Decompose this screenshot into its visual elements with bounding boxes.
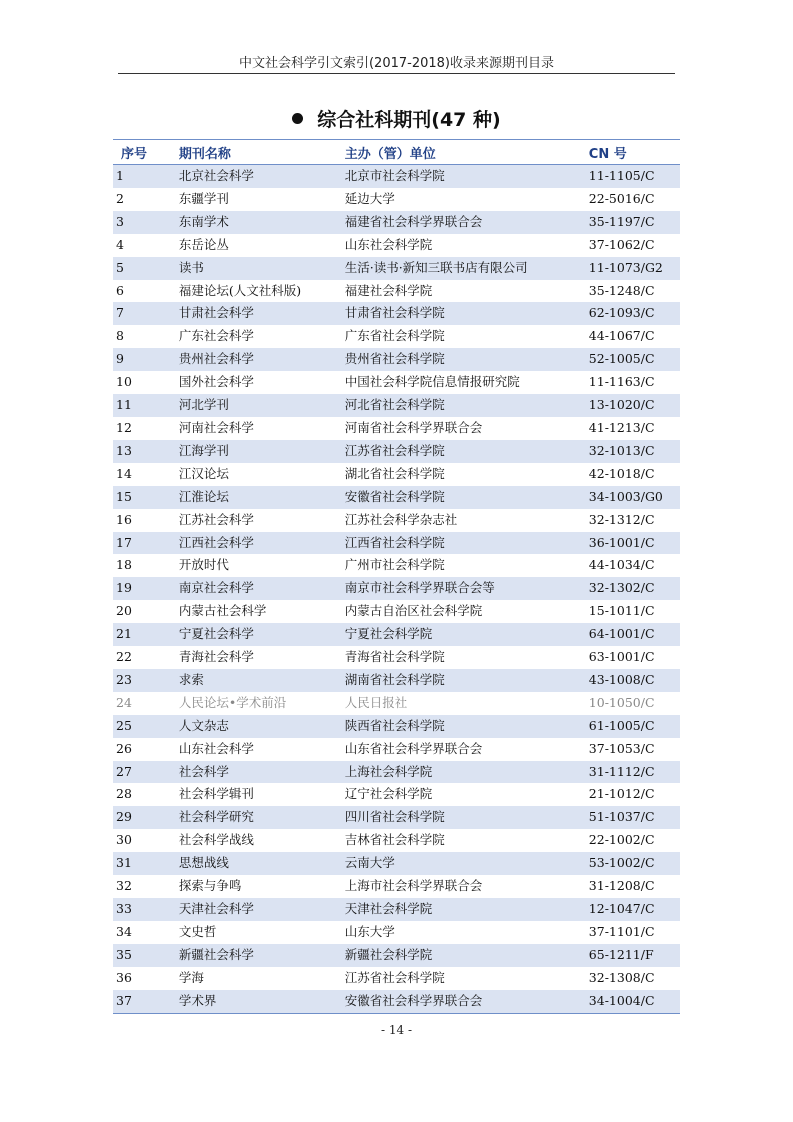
cell-cn: 11-1105/C bbox=[589, 165, 680, 188]
cell-sponsor: 安徽省社会科学界联合会 bbox=[345, 990, 589, 1013]
cell-journal-name: 开放时代 bbox=[178, 557, 229, 573]
table-row bbox=[113, 348, 680, 371]
cell-number: 21 bbox=[113, 623, 179, 646]
cell-sponsor: 上海社会科学院 bbox=[345, 761, 589, 784]
cell-number: 12 bbox=[116, 419, 132, 435]
cell-number: 1 bbox=[113, 165, 179, 188]
cell-sponsor: 青海省社会科学院 bbox=[344, 649, 445, 665]
cell-cn: 62-1093/C bbox=[589, 302, 680, 325]
table-row bbox=[113, 417, 680, 440]
header-row bbox=[113, 140, 680, 165]
cell-journal-name: 学术界 bbox=[179, 990, 345, 1013]
cell-sponsor: 江苏省社会科学院 bbox=[345, 440, 589, 463]
cell-cn: 44-1067/C bbox=[588, 328, 655, 344]
cell-sponsor: 人民日报社 bbox=[344, 694, 408, 710]
cell-number: 8 bbox=[116, 328, 124, 344]
cell-journal-name: 江淮论坛 bbox=[179, 486, 345, 509]
table-row bbox=[113, 761, 680, 784]
cell-journal-name: 山东社会科学 bbox=[178, 740, 254, 756]
cell-cn: 36-1001/C bbox=[589, 532, 680, 555]
cell-number: 25 bbox=[113, 715, 179, 738]
cell-sponsor: 山东社会科学院 bbox=[344, 236, 433, 252]
cell-journal-name: 宁夏社会科学 bbox=[179, 623, 345, 646]
cell-sponsor: 云南大学 bbox=[345, 852, 589, 875]
table-row bbox=[113, 806, 680, 829]
cell-cn: 43-1008/C bbox=[589, 669, 680, 692]
table-row bbox=[113, 944, 680, 967]
table-row bbox=[113, 646, 680, 669]
cell-journal-name: 福建论坛(人文社科版) bbox=[178, 282, 302, 298]
section-title bbox=[0, 105, 793, 132]
cell-journal-name: 社会科学研究 bbox=[179, 806, 345, 829]
cell-number: 13 bbox=[113, 440, 179, 463]
cell-journal-name: 文史哲 bbox=[178, 923, 217, 939]
cell-sponsor: 山东大学 bbox=[344, 923, 395, 939]
cell-sponsor: 河北省社会科学院 bbox=[345, 394, 589, 417]
cell-number: 19 bbox=[113, 577, 179, 600]
table-row bbox=[113, 188, 680, 211]
table-row bbox=[113, 921, 680, 944]
cell-sponsor: 中国社会科学院信息情报研究院 bbox=[344, 374, 520, 390]
cell-sponsor: 天津社会科学院 bbox=[345, 898, 589, 921]
table-row bbox=[113, 829, 680, 852]
cell-sponsor: 陕西省社会科学院 bbox=[345, 715, 589, 738]
cell-journal-name: 人文杂志 bbox=[179, 715, 345, 738]
cell-number: 22 bbox=[116, 649, 132, 665]
cell-number: 3 bbox=[113, 211, 179, 234]
cell-number: 2 bbox=[116, 190, 124, 206]
cell-sponsor: 辽宁社会科学院 bbox=[344, 786, 433, 802]
cell-number: 36 bbox=[116, 969, 132, 985]
cell-sponsor: 新疆社会科学院 bbox=[345, 944, 589, 967]
cell-number: 31 bbox=[113, 852, 179, 875]
cell-number: 24 bbox=[116, 694, 132, 710]
cell-cn: 32-1308/C bbox=[588, 969, 655, 985]
cell-sponsor: 江苏省社会科学院 bbox=[344, 969, 445, 985]
cell-sponsor: 吉林省社会科学院 bbox=[344, 832, 445, 848]
cell-number: 4 bbox=[116, 236, 124, 252]
column-header-sponsor: 主办（管）单位 bbox=[345, 140, 589, 165]
cell-cn: 64-1001/C bbox=[589, 623, 680, 646]
table-row bbox=[113, 898, 680, 921]
cell-cn: 37-1053/C bbox=[588, 740, 655, 756]
cell-sponsor: 山东省社会科学界联合会 bbox=[344, 740, 483, 756]
cell-sponsor: 江西省社会科学院 bbox=[345, 532, 589, 555]
cell-journal-name: 江西社会科学 bbox=[179, 532, 345, 555]
table-header bbox=[113, 140, 680, 165]
bullet-icon bbox=[292, 113, 303, 124]
table-row bbox=[113, 967, 680, 990]
cell-number: 18 bbox=[116, 557, 132, 573]
page-number: - 14 - bbox=[380, 1023, 412, 1037]
cell-number: 16 bbox=[116, 511, 132, 527]
cell-journal-name: 东岳论丛 bbox=[178, 236, 229, 252]
cell-sponsor: 贵州省社会科学院 bbox=[345, 348, 589, 371]
cell-journal-name: 青海社会科学 bbox=[178, 649, 254, 665]
cell-cn: 21-1012/C bbox=[588, 786, 655, 802]
cell-cn: 10-1050/C bbox=[588, 694, 655, 710]
table-row bbox=[113, 783, 680, 806]
cell-number: 7 bbox=[113, 302, 179, 325]
cell-cn: 11-1073/G2 bbox=[589, 257, 680, 280]
cell-journal-name: 东疆学刊 bbox=[178, 190, 229, 206]
cell-sponsor: 江苏社会科学杂志社 bbox=[344, 511, 458, 527]
cell-number: 14 bbox=[116, 465, 132, 481]
cell-number: 6 bbox=[116, 282, 124, 298]
cell-cn: 52-1005/C bbox=[589, 348, 680, 371]
table-row bbox=[113, 257, 680, 280]
cell-number: 23 bbox=[113, 669, 179, 692]
table-row bbox=[113, 715, 680, 738]
cell-number: 26 bbox=[116, 740, 132, 756]
table-row bbox=[113, 669, 680, 692]
cell-number: 37 bbox=[113, 990, 179, 1013]
cell-cn: 22-5016/C bbox=[588, 190, 655, 206]
table-row bbox=[113, 211, 680, 234]
table-row bbox=[113, 371, 680, 394]
table-row bbox=[113, 440, 680, 463]
column-header-number: 序号 bbox=[113, 140, 179, 165]
table-row bbox=[113, 554, 680, 577]
header-rule bbox=[118, 73, 675, 74]
cell-number: 35 bbox=[113, 944, 179, 967]
table-row bbox=[113, 852, 680, 875]
journal-table bbox=[113, 139, 680, 1014]
table-row bbox=[113, 577, 680, 600]
cell-cn: 15-1011/C bbox=[588, 603, 655, 619]
cell-sponsor: 上海市社会科学界联合会 bbox=[344, 878, 483, 894]
cell-sponsor: 广州市社会科学院 bbox=[344, 557, 445, 573]
cell-number: 29 bbox=[113, 806, 179, 829]
table-row bbox=[113, 532, 680, 555]
cell-journal-name: 江汉论坛 bbox=[178, 465, 229, 481]
section-title-text: 综合社科期刊(47 种) bbox=[317, 109, 501, 131]
table-row bbox=[113, 509, 680, 532]
cell-sponsor: 福建社会科学院 bbox=[344, 282, 433, 298]
cell-sponsor: 北京市社会科学院 bbox=[345, 165, 589, 188]
cell-cn: 35-1197/C bbox=[589, 211, 680, 234]
cell-sponsor: 生活·读书·新知三联书店有限公司 bbox=[345, 257, 589, 280]
cell-number: 32 bbox=[116, 878, 132, 894]
cell-cn: 34-1003/G0 bbox=[589, 486, 680, 509]
cell-sponsor: 湖北省社会科学院 bbox=[344, 465, 445, 481]
cell-cn: 41-1213/C bbox=[588, 419, 655, 435]
cell-journal-name: 学海 bbox=[178, 969, 204, 985]
cell-sponsor: 甘肃省社会科学院 bbox=[345, 302, 589, 325]
cell-journal-name: 河北学刊 bbox=[179, 394, 345, 417]
cell-journal-name: 天津社会科学 bbox=[179, 898, 345, 921]
cell-journal-name: 河南社会科学 bbox=[178, 419, 254, 435]
table-row bbox=[113, 692, 680, 715]
table-row bbox=[113, 600, 680, 623]
table-row bbox=[113, 990, 680, 1013]
cell-cn: 63-1001/C bbox=[588, 649, 655, 665]
cell-cn: 61-1005/C bbox=[589, 715, 680, 738]
cell-number: 17 bbox=[113, 532, 179, 555]
running-header: 中文社会科学引文索引(2017-2018)收录来源期刊目录 bbox=[238, 56, 554, 71]
cell-number: 27 bbox=[113, 761, 179, 784]
cell-cn: 11-1163/C bbox=[588, 374, 655, 390]
cell-sponsor: 延边大学 bbox=[344, 190, 395, 206]
cell-cn: 37-1101/C bbox=[588, 923, 655, 939]
cell-sponsor: 宁夏社会科学院 bbox=[345, 623, 589, 646]
cell-sponsor: 广东省社会科学院 bbox=[344, 328, 445, 344]
cell-journal-name: 甘肃社会科学 bbox=[179, 302, 345, 325]
cell-cn: 53-1002/C bbox=[589, 852, 680, 875]
cell-journal-name: 新疆社会科学 bbox=[179, 944, 345, 967]
table-row bbox=[113, 280, 680, 303]
table-row bbox=[113, 486, 680, 509]
cell-journal-name: 人民论坛•学术前沿 bbox=[178, 694, 287, 710]
cell-journal-name: 社会科学 bbox=[179, 761, 345, 784]
cell-number: 30 bbox=[116, 832, 132, 848]
cell-cn: 65-1211/F bbox=[589, 944, 680, 967]
cell-cn: 31-1208/C bbox=[588, 878, 655, 894]
cell-cn: 32-1302/C bbox=[589, 577, 680, 600]
cell-journal-name: 广东社会科学 bbox=[178, 328, 254, 344]
cell-journal-name: 南京社会科学 bbox=[179, 577, 345, 600]
cell-number: 34 bbox=[116, 923, 132, 939]
cell-journal-name: 东南学术 bbox=[179, 211, 345, 234]
cell-cn: 35-1248/C bbox=[588, 282, 655, 298]
cell-number: 28 bbox=[116, 786, 132, 802]
cell-journal-name: 思想战线 bbox=[179, 852, 345, 875]
cell-journal-name: 探索与争鸣 bbox=[178, 878, 242, 894]
cell-journal-name: 社会科学辑刊 bbox=[178, 786, 254, 802]
cell-number: 10 bbox=[116, 374, 132, 390]
table-row bbox=[113, 234, 680, 257]
table-row bbox=[113, 463, 680, 486]
cell-cn: 34-1004/C bbox=[589, 990, 680, 1013]
cell-journal-name: 国外社会科学 bbox=[178, 374, 254, 390]
cell-cn: 32-1013/C bbox=[589, 440, 680, 463]
table-row bbox=[113, 394, 680, 417]
cell-cn: 31-1112/C bbox=[589, 761, 680, 784]
cell-sponsor: 四川省社会科学院 bbox=[345, 806, 589, 829]
cell-journal-name: 社会科学战线 bbox=[178, 832, 254, 848]
cell-journal-name: 求索 bbox=[179, 669, 345, 692]
cell-sponsor: 内蒙古自治区社会科学院 bbox=[344, 603, 483, 619]
table-row bbox=[113, 325, 680, 348]
cell-cn: 44-1034/C bbox=[588, 557, 655, 573]
table-body bbox=[113, 165, 680, 1014]
cell-journal-name: 江海学刊 bbox=[179, 440, 345, 463]
cell-sponsor: 福建省社会科学界联合会 bbox=[345, 211, 589, 234]
column-header-cn: CN 号 bbox=[589, 140, 680, 165]
cell-sponsor: 河南省社会科学界联合会 bbox=[344, 419, 483, 435]
cell-journal-name: 内蒙古社会科学 bbox=[178, 603, 267, 619]
cell-cn: 42-1018/C bbox=[588, 465, 655, 481]
cell-cn: 51-1037/C bbox=[589, 806, 680, 829]
cell-sponsor: 南京市社会科学界联合会等 bbox=[345, 577, 589, 600]
cell-sponsor: 湖南省社会科学院 bbox=[345, 669, 589, 692]
cell-sponsor: 安徽省社会科学院 bbox=[345, 486, 589, 509]
table-row bbox=[113, 302, 680, 325]
cell-cn: 22-1002/C bbox=[588, 832, 655, 848]
cell-journal-name: 江苏社会科学 bbox=[178, 511, 254, 527]
cell-number: 20 bbox=[116, 603, 132, 619]
cell-cn: 13-1020/C bbox=[589, 394, 680, 417]
table-row bbox=[113, 738, 680, 761]
cell-number: 9 bbox=[113, 348, 179, 371]
cell-number: 11 bbox=[113, 394, 179, 417]
cell-cn: 32-1312/C bbox=[588, 511, 655, 527]
cell-journal-name: 贵州社会科学 bbox=[179, 348, 345, 371]
cell-number: 15 bbox=[113, 486, 179, 509]
table-row bbox=[113, 875, 680, 898]
cell-cn: 37-1062/C bbox=[588, 236, 655, 252]
cell-number: 5 bbox=[113, 257, 179, 280]
cell-journal-name: 读书 bbox=[179, 257, 345, 280]
cell-journal-name: 北京社会科学 bbox=[179, 165, 345, 188]
table-row bbox=[113, 165, 680, 188]
cell-number: 33 bbox=[113, 898, 179, 921]
cell-cn: 12-1047/C bbox=[589, 898, 680, 921]
column-header-journal-name: 期刊名称 bbox=[179, 140, 345, 165]
table-row bbox=[113, 623, 680, 646]
